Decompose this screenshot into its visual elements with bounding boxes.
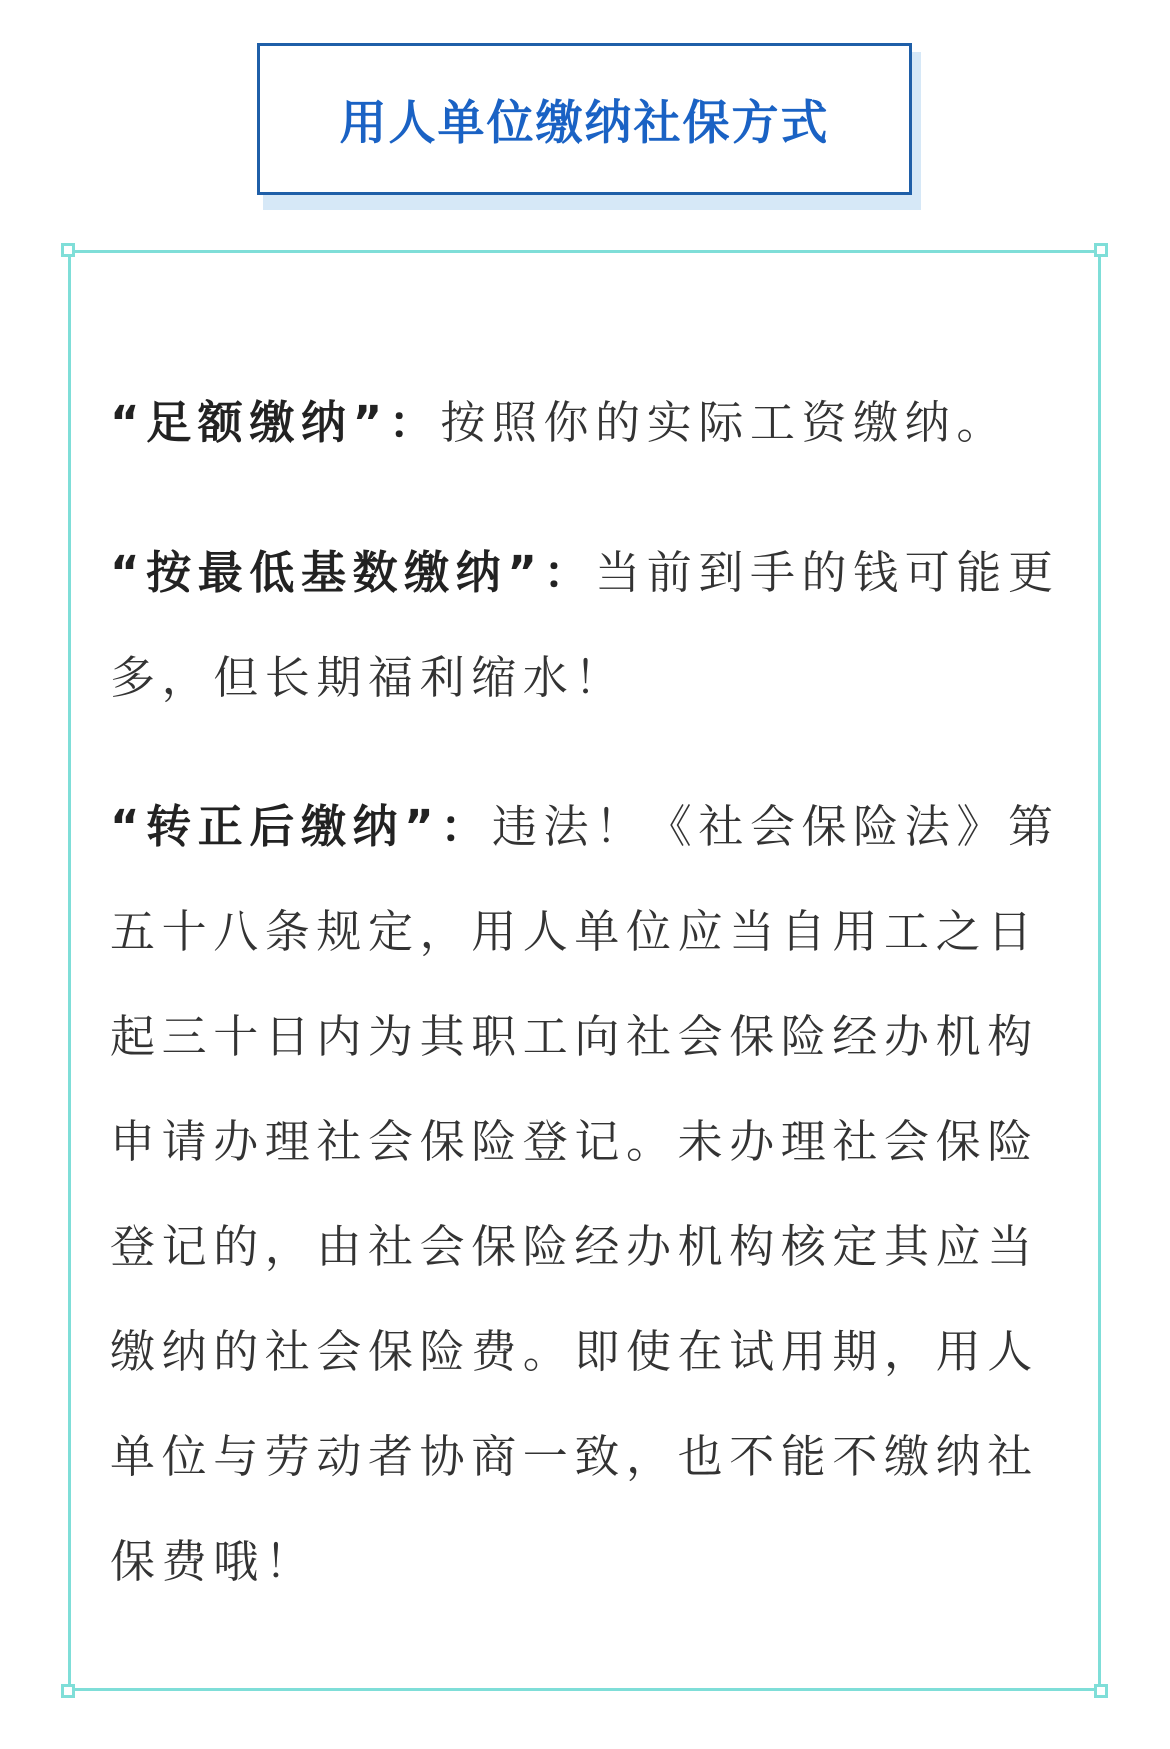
paragraph-label: “按最低基数缴纳”： <box>110 546 596 599</box>
frame-corner-bottom-left <box>61 1684 75 1698</box>
paragraph-minimum-base <box>110 520 1060 730</box>
paragraph-text: 当前到手的钱可能更多，但长期福利缩水！ <box>110 546 1060 704</box>
frame-corner-top-right <box>1094 243 1108 257</box>
paragraph-text: 违法！《社会保险法》第五十八条规定，用人单位应当自用工之日起三十日内为其职工向社会保险经办机构申请办理社会保险登记。未办理社会保险登记的，由社会保险经办机构核定其应当缴纳的社会保险费。即使在试用期，用人单位与劳动者协商一致，也不能不缴纳社保费哦！ <box>110 800 1060 1588</box>
frame-corner-top-left <box>61 243 75 257</box>
page-title: 用人单位缴纳社保方式 <box>339 95 830 151</box>
paragraph-full-payment <box>110 370 1060 475</box>
title-box <box>257 43 912 195</box>
paragraph-label: “转正后缴纳”： <box>110 800 492 853</box>
paragraph-text: 按照你的实际工资缴纳。 <box>440 396 1008 449</box>
paragraph-after-probation <box>110 774 1060 1614</box>
frame-corner-bottom-right <box>1094 1684 1108 1698</box>
content-body <box>110 370 1060 1658</box>
paragraph-label: “足额缴纳”： <box>110 396 441 449</box>
